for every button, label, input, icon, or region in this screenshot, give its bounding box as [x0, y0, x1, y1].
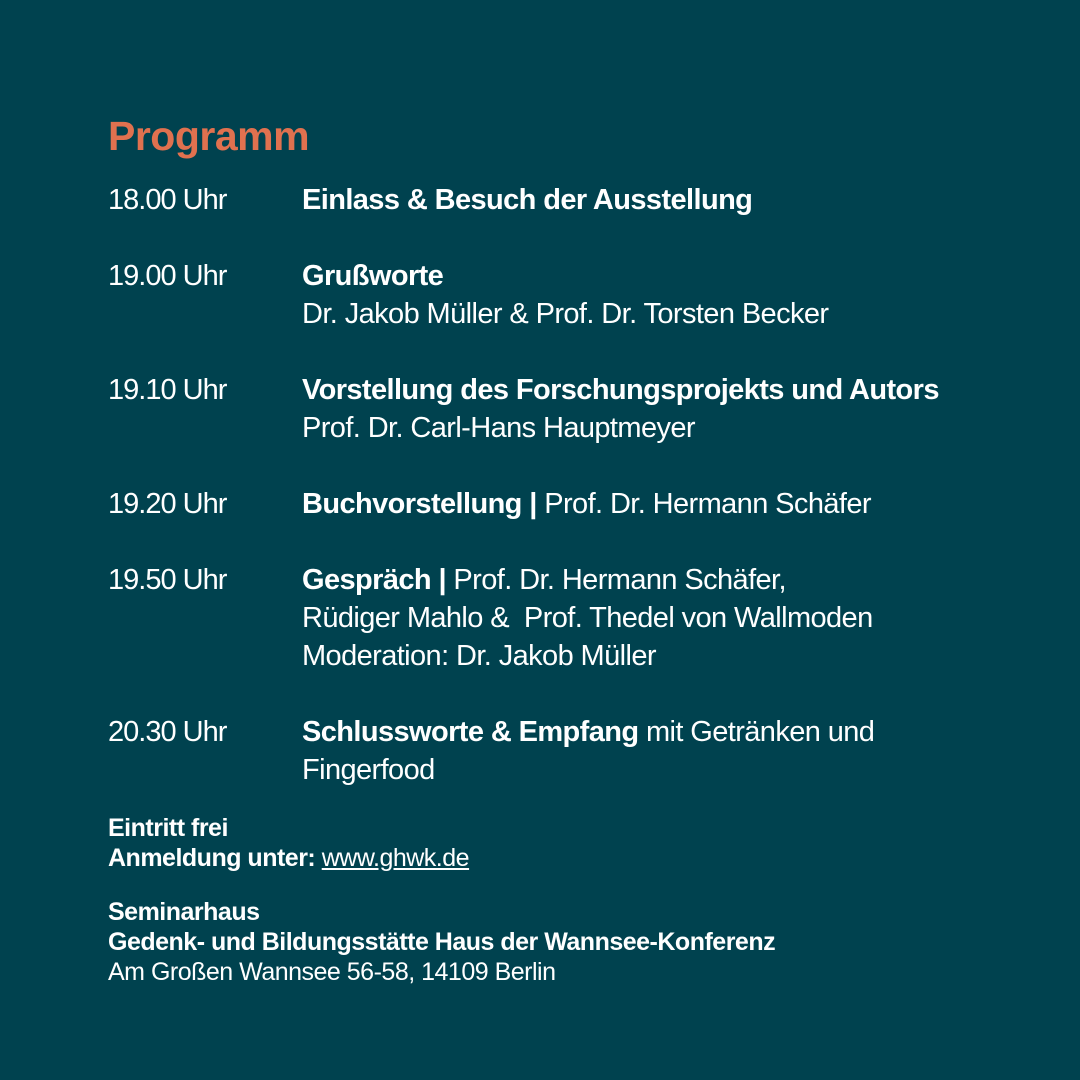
schedule-detail: Rüdiger Mahlo & Prof. Thedel von Wallmoden: [302, 602, 873, 634]
schedule-title: Gespräch |: [302, 564, 446, 596]
schedule-detail: Prof. Dr. Carl-Hans Hauptmeyer: [302, 412, 695, 444]
venue-institution: Gedenk- und Bildungsstätte Haus der Wannsee-Konferenz: [108, 928, 776, 956]
schedule-detail: Dr. Jakob Müller & Prof. Dr. Torsten Becker: [302, 298, 829, 330]
schedule-title: Buchvorstellung |: [302, 488, 537, 520]
schedule-description: [302, 485, 1002, 523]
venue-name: Seminarhaus: [108, 898, 260, 926]
schedule-detail: mit Getränken und: [638, 716, 875, 748]
schedule-speaker: Prof. Dr. Hermann Schäfer: [536, 488, 871, 520]
schedule-detail: Fingerfood: [302, 754, 435, 786]
admission-info: [108, 813, 469, 873]
schedule-description: [302, 371, 1002, 447]
schedule-detail: Moderation: Dr. Jakob Müller: [302, 640, 656, 672]
schedule-time: 18.00 Uhr: [108, 184, 227, 216]
schedule-description: [302, 257, 1002, 333]
page-title: Programm: [108, 113, 310, 159]
schedule-description: [302, 181, 1002, 219]
schedule-time: 20.30 Uhr: [108, 716, 227, 748]
schedule-time: 19.00 Uhr: [108, 260, 227, 292]
schedule-speaker: Prof. Dr. Hermann Schäfer,: [445, 564, 786, 596]
schedule-title: Vorstellung des Forschungsprojekts und Autors: [302, 374, 939, 406]
venue-info: [108, 897, 775, 987]
registration-line: [108, 843, 469, 873]
schedule-title: Einlass & Besuch der Ausstellung: [302, 184, 753, 216]
registration-label: Anmeldung unter:: [108, 844, 316, 872]
schedule-time: 19.50 Uhr: [108, 564, 227, 596]
schedule-description: [302, 713, 1002, 789]
venue-address: Am Großen Wannsee 56-58, 14109 Berlin: [108, 958, 556, 986]
schedule-time: 19.20 Uhr: [108, 488, 227, 520]
schedule-title: Schlussworte & Empfang: [302, 716, 639, 748]
admission-free: Eintritt frei: [108, 814, 228, 842]
schedule-time: 19.10 Uhr: [108, 374, 227, 406]
schedule-title: Grußworte: [302, 260, 444, 292]
schedule-description: [302, 561, 1002, 675]
registration-link[interactable]: www.ghwk.de: [321, 844, 470, 872]
